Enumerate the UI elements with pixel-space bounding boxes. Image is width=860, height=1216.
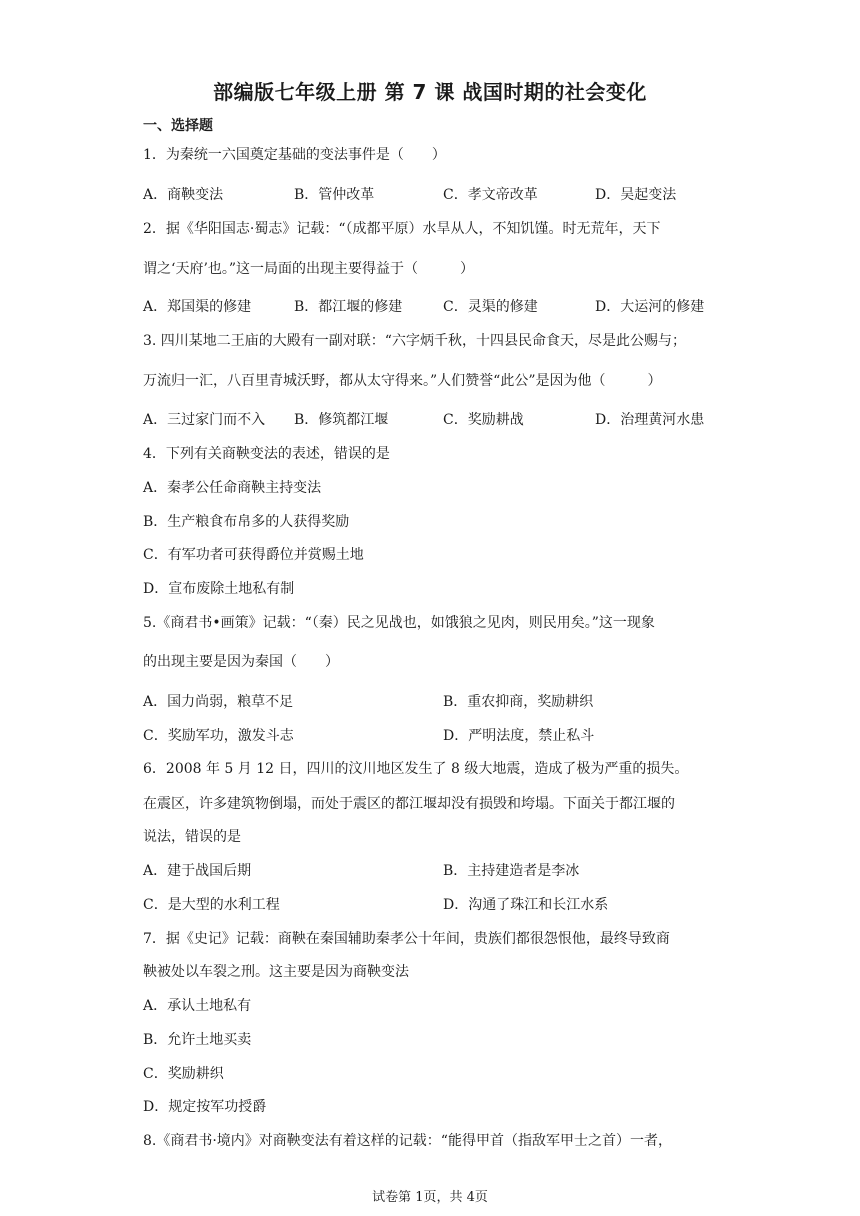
q7-option-b: B．允许土地买卖 (143, 1032, 252, 1048)
q7-option-a: A．承认土地私有 (143, 998, 252, 1014)
q7-option-c: C．奖励耕织 (143, 1066, 224, 1082)
q4-option-a: A．秦孝公任命商鞅主持变法 (143, 480, 322, 496)
q2-option-a: A．郑国渠的修建 (143, 299, 252, 315)
question-5-stem-line-1: 5.《商君书•画策》记载：“（秦）民之见战也，如饿狼之见肉，则民用矣。”这一现象 (143, 615, 655, 631)
q6-option-c: C．是大型的水利工程 (143, 897, 280, 913)
question-3-stem-line-1: 3. 四川某地二王庙的大殿有一副对联：“六字炳千秋，十四县民命食天，尽是此公赐与； (143, 333, 686, 349)
page-footer: 试卷第 1页，共 4页 (372, 1190, 488, 1205)
q1-option-b: B．管仲改革 (294, 187, 375, 203)
question-7-stem-line-2: 鞅被处以车裂之刑。这主要是因为商鞅变法 (143, 964, 409, 980)
q2-option-b: B．都江堰的修建 (294, 299, 403, 315)
q1-option-c: C．孝文帝改革 (443, 187, 538, 203)
question-7-stem-line-1: 7．据《史记》记载：商鞅在秦国辅助秦孝公十年间，贵族们都很怨恨他，最终导致商 (143, 931, 670, 947)
question-4-stem: 4．下列有关商鞅变法的表述，错误的是 (143, 446, 390, 462)
q5-option-c: C．奖励军功，激发斗志 (143, 728, 294, 744)
q6-option-b: B．主持建造者是李冰 (443, 863, 580, 879)
q7-option-d: D．规定按军功授爵 (143, 1099, 267, 1115)
question-5-stem-line-2: 的出现主要是因为秦国（ ） (143, 654, 339, 670)
question-3-stem-line-2: 万流归一汇，八百里青城沃野，都从太守得来。”人们赞誉“此公”是因为他（ ） (143, 373, 662, 389)
q5-option-b: B．重农抑商，奖励耕织 (443, 694, 594, 710)
q3-option-b: B．修筑都江堰 (294, 412, 389, 428)
question-2-stem-line-2: 谓之‘天府’也。”这一局面的出现主要得益于（ ） (143, 261, 475, 277)
section-heading: 一、选择题 (143, 118, 213, 134)
q2-option-c: C．灵渠的修建 (443, 299, 538, 315)
question-8-stem-line-1: 8.《商君书·境内》对商鞅变法有着这样的记载：“能得甲首（指敌军甲士之首）一者， (143, 1133, 672, 1149)
q3-option-c: C．奖励耕战 (443, 412, 524, 428)
q2-option-d: D．大运河的修建 (595, 299, 705, 315)
question-2-stem-line-1: 2．据《华阳国志·蜀志》记载：“（成都平原）水旱从人，不知饥馑。时无荒年，天下 (143, 221, 661, 237)
q5-option-a: A．国力尚弱，粮草不足 (143, 694, 294, 710)
q3-option-a: A．三过家门而不入 (143, 412, 266, 428)
question-6-stem-line-2: 在震区，许多建筑物倒塌，而处于震区的都江堰却没有损毁和垮塌。下面关于都江堰的 (143, 796, 675, 812)
q3-option-d: D．治理黄河水患 (595, 412, 705, 428)
q6-option-a: A．建于战国后期 (143, 863, 252, 879)
q6-option-d: D．沟通了珠江和长江水系 (443, 897, 609, 913)
question-1-stem: 1．为秦统一六国奠定基础的变法事件是（ ） (143, 147, 446, 163)
question-6-stem-line-1: 6．2008 年 5 月 12 日，四川的汶川地区发生了 8 级大地震，造成了极为严重的损失。 (143, 761, 689, 777)
q1-option-d: D．吴起变法 (595, 187, 677, 203)
q4-option-c: C．有军功者可获得爵位并赏赐土地 (143, 547, 364, 563)
q5-option-d: D．严明法度，禁止私斗 (443, 728, 595, 744)
question-6-stem-line-3: 说法，错误的是 (143, 829, 241, 845)
q4-option-b: B．生产粮食布帛多的人获得奖励 (143, 514, 350, 530)
q1-option-a: A．商鞅变法 (143, 187, 224, 203)
q4-option-d: D．宣布废除土地私有制 (143, 581, 295, 597)
page-title: 部编版七年级上册 第 7 课 战国时期的社会变化 (213, 80, 647, 104)
